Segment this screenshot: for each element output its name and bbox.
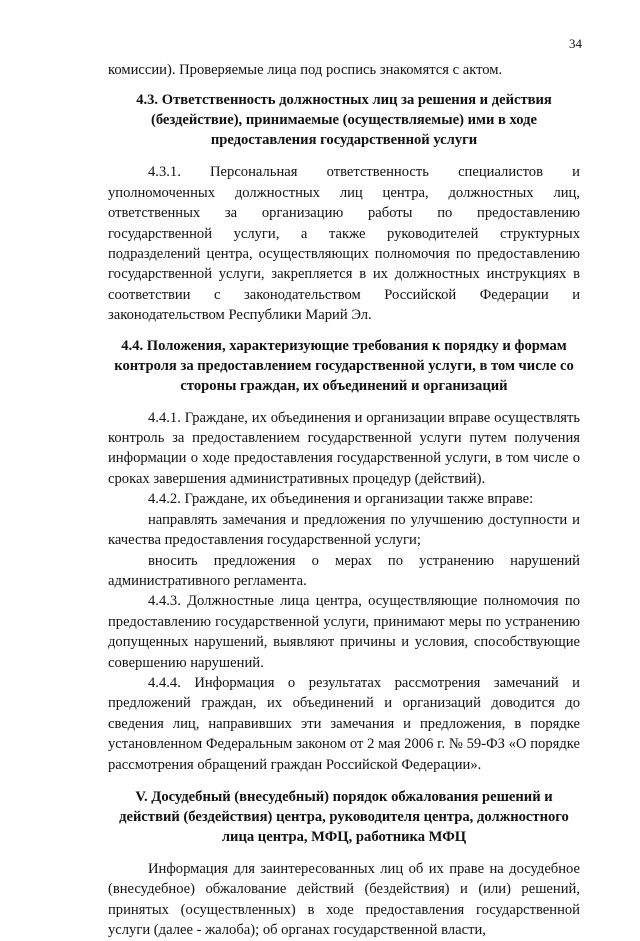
paragraph-4-4-2-item-2: вносить предложения о мерах по устранению нарушений административного регламента. — [108, 552, 580, 589]
page-number: 34 — [569, 36, 582, 51]
continuation-text: комиссии). Проверяемые лица под роспись знакомятся с актом. — [108, 62, 503, 78]
paragraph-4-3-1: 4.3.1. Персональная ответственность специалистов и уполномоченных должностных лиц центра, должностных лиц, ответственных за организацию работы по предоставлению государственной услуги, а также руководителей структурных подразделений центра, осуществляющих полномочия по предоставлению государственной услуги, закрепляется в их должностных инструкциях в соответствии с законодательством Российской Федерации и законодательством Республики Марий Эл. — [108, 164, 580, 324]
section-4-3-heading: 4.3. Ответственность должностных лиц за решения и действия (бездействие), принимаемые (осуществляемые) ими в ходе предоставления государственной услуги — [136, 92, 552, 149]
paragraph-4-4-4: 4.4.4. Информация о результатах рассмотрения замечаний и предложений граждан, их объединений и организаций доводится до сведения лиц, направивших эти замечания и предложения, в порядке установленном Федеральным законом от 2 мая 2006 г. № 59-ФЗ «О порядке рассмотрения обращений граждан Российской Федерации». — [108, 674, 580, 773]
page-content — [108, 60, 580, 941]
paragraph-4-4-2: 4.4.2. Граждане, их объединения и организации также вправе: — [148, 491, 534, 508]
paragraph-4-4-2-item-1: направлять замечания и предложения по улучшению доступности и качества предоставления государственной услуги; — [108, 511, 580, 549]
paragraph-4-4-3: 4.4.3. Должностные лица центра, осуществляющие полномочия по предоставлению государственной услуги, принимают меры по устранению допущенных нарушений, выявляют причины и условия, способствующие совершению нарушений. — [108, 593, 580, 671]
section-5-heading: V. Досудебный (внесудебный) порядок обжалования решений и действий (бездействия) центра, руководителя центра, должностного лица центра, МФЦ, работника МФЦ — [119, 788, 569, 845]
section-4-4-heading: 4.4. Положения, характеризующие требования к порядку и формам контроля за предоставлением государственной услуги, в том числе со стороны граждан, их объединений и организаций — [114, 337, 574, 394]
paragraph-4-4-1: 4.4.1. Граждане, их объединения и организации вправе осуществлять контроль за предоставлением государственной услуги путем получения информации о ходе предоставления государственной услуги, в том числе о сроках завершения административных процедур (действий). — [108, 409, 580, 487]
paragraph-5-intro: Информация для заинтересованных лиц об их праве на досудебное (внесудебное) обжалование действий (бездействия) и (или) решений, принятых (осуществленных) в ходе предоставления государственной услуги (далее - жалоба); об органах государственной власти, — [108, 860, 580, 939]
